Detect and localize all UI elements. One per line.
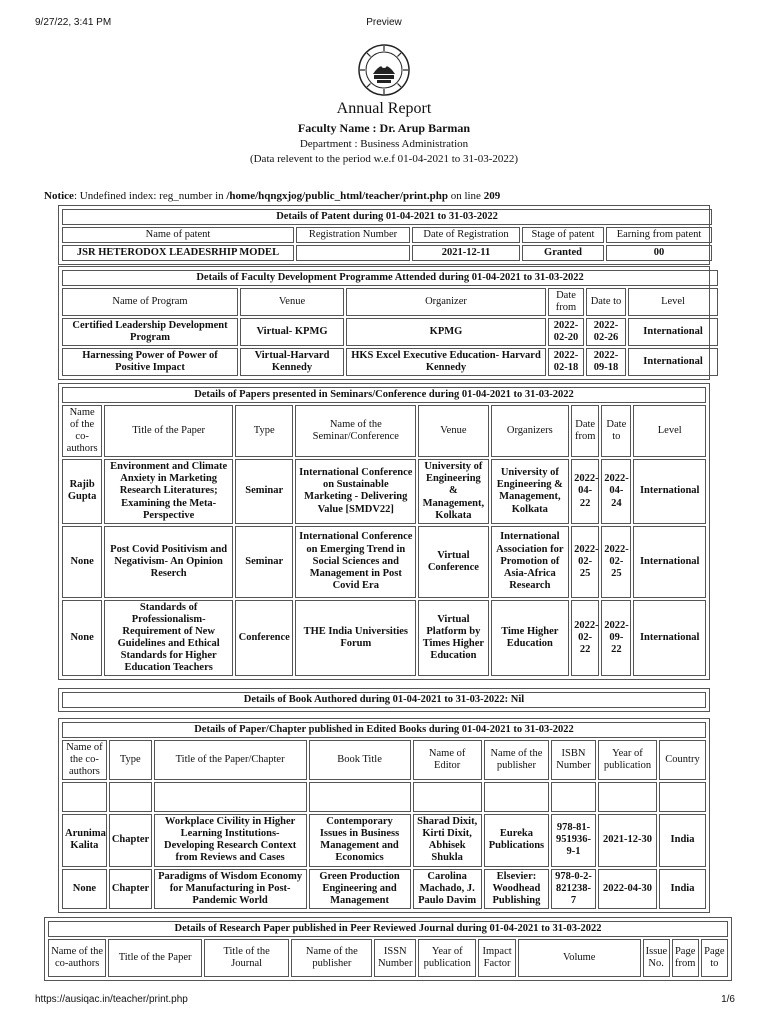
table-row	[62, 814, 706, 866]
book-table-title: Details of Book Authored during 01-04-2021 to 31-03-2022: Nil	[62, 692, 706, 708]
edited-header-editor: Name of Editor	[413, 740, 482, 780]
journal-header-journal: Title of the Journal	[204, 939, 289, 977]
seminar-cell: Post Covid Positivism and Negativism- An Opinion Reserch	[104, 526, 233, 598]
table-row	[62, 318, 718, 346]
edited-cell: None	[62, 869, 107, 909]
fdp-header-date-to: Date to	[586, 288, 626, 316]
seminar-cell: International Conference on Sustainable Marketing - Delivering Value [SMDV22]	[295, 459, 416, 523]
seminar-cell: THE India Universities Forum	[295, 600, 416, 676]
edited-cell: Sharad Dixit, Kirti Dixit, Abhisek Shukla	[413, 814, 482, 866]
edited-cell: 2022-04-30	[598, 869, 657, 909]
fdp-cell: 2022-02-18	[548, 348, 584, 376]
edited-cell	[598, 782, 657, 812]
table-row	[62, 245, 712, 261]
seminar-header-organizers: Organizers	[491, 405, 569, 457]
seminar-header-conference: Name of the Seminar/Conference	[295, 405, 416, 457]
seminar-cell: Time Higher Education	[491, 600, 569, 676]
fdp-table	[60, 268, 720, 378]
edited-header-coauthors: Name of the co-authors	[62, 740, 107, 780]
fdp-cell: 2022-02-20	[548, 318, 584, 346]
edited-cell	[309, 782, 411, 812]
page-indicator: 1/6	[721, 994, 735, 1005]
department: Department : Business Administration	[299, 138, 469, 150]
seminar-cell: International Conference on Emerging Trend in Social Sciences and Management in Post Covid Era	[295, 526, 416, 598]
table-row	[62, 600, 706, 676]
edited-header-country: Country	[659, 740, 706, 780]
fdp-cell: 2022-09-18	[586, 348, 626, 376]
edited-cell: Chapter	[109, 869, 152, 909]
edited-header-isbn: ISBN Number	[551, 740, 596, 780]
seminar-cell: 2022-04-24	[601, 459, 631, 523]
book-table	[60, 690, 708, 710]
seminar-cell: Virtual Conference	[418, 526, 488, 598]
seminar-cell: Seminar	[235, 526, 293, 598]
notice-label: Notice	[44, 190, 74, 202]
report-title: Annual Report	[336, 100, 432, 117]
report-period: (Data relevent to the period w.e.f 01-04-2021 to 31-03-2022)	[249, 153, 519, 165]
seminar-cell: University of Engineering & Management, Kolkata	[491, 459, 569, 523]
patent-header-regdate: Date of Registration	[412, 227, 520, 243]
journal-header-issue: Issue No.	[643, 939, 670, 977]
journal-header-issn: ISSN Number	[374, 939, 416, 977]
seminar-cell: University of Engineering & Management, Kolkata	[418, 459, 488, 523]
patent-header-regno: Registration Number	[296, 227, 410, 243]
table-row	[62, 348, 718, 376]
fdp-header-program: Name of Program	[62, 288, 238, 316]
university-seal-logo	[357, 43, 411, 97]
fdp-cell: 2022-02-26	[586, 318, 626, 346]
journal-header-page-to: Page to	[701, 939, 728, 977]
edited-cell: Arunima Kalita	[62, 814, 107, 866]
edited-cell	[109, 782, 152, 812]
edited-cell: India	[659, 814, 706, 866]
table-row	[62, 526, 706, 598]
edited-cell: Eureka Publications	[484, 814, 549, 866]
seminar-cell: Standards of Professionalism- Requirement of New Guidelines and Ethical Standards for Higher Education Teachers	[104, 600, 233, 676]
print-footer	[0, 994, 768, 1014]
journal-section	[44, 917, 732, 981]
fdp-cell: International	[628, 348, 718, 376]
journal-table-title: Details of Research Paper published in Peer Reviewed Journal during 01-04-2021 to 31-03-2022	[48, 921, 728, 937]
seminar-cell: 2022-04-22	[571, 459, 599, 523]
fdp-cell: Harnessing Power of Power of Positive Impact	[62, 348, 238, 376]
print-timestamp: 9/27/22, 3:41 PM	[35, 17, 112, 28]
fdp-section	[58, 266, 710, 380]
edited-cell	[62, 782, 107, 812]
faculty-name: Faculty Name : Dr. Arup Barman	[297, 121, 471, 135]
patent-table	[60, 207, 714, 263]
notice-text-2: on line	[447, 190, 484, 202]
fdp-cell: HKS Excel Executive Education- Harvard Kennedy	[346, 348, 546, 376]
patent-header-name: Name of patent	[62, 227, 294, 243]
seminar-cell: None	[62, 526, 102, 598]
edited-header-book: Book Title	[309, 740, 411, 780]
fdp-header-organizer: Organizer	[346, 288, 546, 316]
edited-header-chapter: Title of the Paper/Chapter	[154, 740, 307, 780]
journal-table	[46, 919, 730, 979]
edited-header-type: Type	[109, 740, 152, 780]
fdp-cell: Virtual-Harvard Kennedy	[240, 348, 344, 376]
edited-cell: Green Production Engineering and Management	[309, 869, 411, 909]
fdp-cell: Virtual- KPMG	[240, 318, 344, 346]
edited-cell	[659, 782, 706, 812]
table-row	[62, 459, 706, 523]
seminar-header-venue: Venue	[418, 405, 488, 457]
fdp-header-date-from: Date from	[548, 288, 584, 316]
patent-cell: JSR HETERODOX LEADESRHIP MODEL	[62, 245, 294, 261]
edited-cell	[154, 782, 307, 812]
seminar-cell: 2022-02-25	[571, 526, 599, 598]
edited-cell: Carolina Machado, J. Paulo Davim	[413, 869, 482, 909]
journal-header-year: Year of publication	[418, 939, 476, 977]
edited-cell	[551, 782, 596, 812]
patent-header-earning: Earning from patent	[606, 227, 712, 243]
edited-cell: Paradigms of Wisdom Economy for Manufacturing in Post-Pandemic World	[154, 869, 307, 909]
seminar-table	[60, 385, 708, 678]
seminar-cell: 2022-02-25	[601, 526, 631, 598]
print-url: https://ausiqac.in/teacher/print.php	[35, 994, 188, 1005]
seminar-cell: Virtual Platform by Times Higher Education	[418, 600, 488, 676]
edited-cell: Elsevier: Woodhead Publishing	[484, 869, 549, 909]
seminar-cell: Rajib Gupta	[62, 459, 102, 523]
seminar-cell: International Association for Promotion of Asia-Africa Research	[491, 526, 569, 598]
edited-header-year: Year of publication	[598, 740, 657, 780]
patent-table-title: Details of Patent during 01-04-2021 to 31-03-2022	[62, 209, 712, 225]
seminar-cell: International	[633, 459, 706, 523]
journal-header-paper: Title of the Paper	[108, 939, 202, 977]
fdp-header-level: Level	[628, 288, 718, 316]
seminar-cell: Conference	[235, 600, 293, 676]
notice-path: /home/hqngxjog/public_html/teacher/print.php	[226, 190, 448, 202]
seminar-header-date-from: Date from	[571, 405, 599, 457]
seminar-header-level: Level	[633, 405, 706, 457]
edited-cell: India	[659, 869, 706, 909]
journal-header-page-from: Page from	[672, 939, 699, 977]
seminar-section	[58, 383, 710, 680]
patent-cell: 00	[606, 245, 712, 261]
print-header	[0, 14, 768, 34]
edited-cell: Chapter	[109, 814, 152, 866]
patent-cell: Granted	[522, 245, 604, 261]
patent-section	[58, 205, 710, 265]
fdp-table-title: Details of Faculty Development Programme Attended during 01-04-2021 to 31-03-2022	[62, 270, 718, 286]
edited-cell: Workplace Civility in Higher Learning Institutions- Developing Research Context from Reviews and Cases	[154, 814, 307, 866]
edited-table-title: Details of Paper/Chapter published in Edited Books during 01-04-2021 to 31-03-2022	[62, 722, 706, 738]
fdp-cell: International	[628, 318, 718, 346]
table-row	[62, 869, 706, 909]
notice-line: 209	[483, 190, 501, 202]
edited-cell	[484, 782, 549, 812]
edited-header-publisher: Name of the publisher	[484, 740, 549, 780]
print-title: Preview	[366, 17, 402, 28]
journal-header-impact: Impact Factor	[478, 939, 515, 977]
patent-header-stage: Stage of patent	[522, 227, 604, 243]
fdp-cell: KPMG	[346, 318, 546, 346]
fdp-header-venue: Venue	[240, 288, 344, 316]
seminar-cell: International	[633, 600, 706, 676]
patent-cell: 2021-12-11	[412, 245, 520, 261]
seminar-cell: Seminar	[235, 459, 293, 523]
journal-header-volume: Volume	[518, 939, 641, 977]
edited-cell: 978-81-951936-9-1	[551, 814, 596, 866]
table-row	[62, 782, 706, 812]
edited-cell: 2021-12-30	[598, 814, 657, 866]
seminar-cell: Environment and Climate Anxiety in Marketing Research Literatures; Examining the Meta-Perspective	[104, 459, 233, 523]
seminar-cell: None	[62, 600, 102, 676]
journal-header-coauthors: Name of the co-authors	[48, 939, 106, 977]
edited-table	[60, 720, 708, 911]
seminar-header-paper: Title of the Paper	[104, 405, 233, 457]
seminar-cell: 2022-09-22	[601, 600, 631, 676]
notice-text-1: : Undefined index: reg_number in	[73, 190, 227, 202]
seminar-cell: International	[633, 526, 706, 598]
seminar-header-date-to: Date to	[601, 405, 631, 457]
journal-header-publisher: Name of the publisher	[291, 939, 372, 977]
book-section	[58, 688, 710, 712]
seminar-header-type: Type	[235, 405, 293, 457]
seminar-table-title: Details of Papers presented in Seminars/Conference during 01-04-2021 to 31-03-2022	[62, 387, 706, 403]
seminar-cell: 2022-02-22	[571, 600, 599, 676]
edited-cell: Contemporary Issues in Business Management and Economics	[309, 814, 411, 866]
edited-cell: 978-0-2-821238-7	[551, 869, 596, 909]
edited-section	[58, 718, 710, 913]
patent-cell	[296, 245, 410, 261]
seminar-header-coauthors: Name of the co-authors	[62, 405, 102, 457]
php-notice	[44, 190, 500, 202]
edited-cell	[413, 782, 482, 812]
fdp-cell: Certified Leadership Development Program	[62, 318, 238, 346]
